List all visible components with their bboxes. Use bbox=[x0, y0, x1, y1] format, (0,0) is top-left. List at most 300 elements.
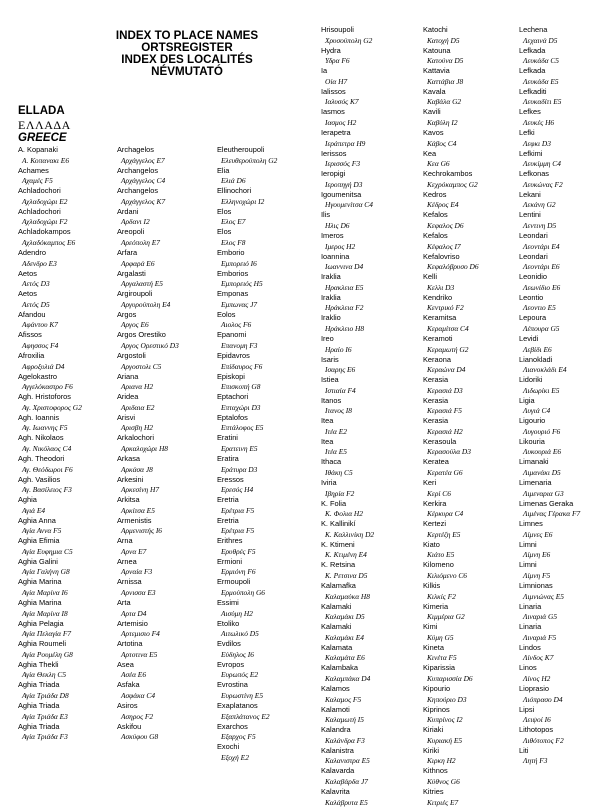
index-entry bbox=[117, 186, 212, 207]
index-entry bbox=[519, 107, 600, 128]
index-column bbox=[217, 145, 307, 762]
place-name: Arkasa bbox=[117, 453, 141, 463]
place-name-greek-with-grid: Κύθνος G6 bbox=[427, 776, 460, 786]
index-entry bbox=[321, 210, 417, 231]
place-name-greek-with-grid: Κεντρικό F2 bbox=[427, 303, 464, 313]
place-name: Limni bbox=[519, 539, 537, 549]
index-entry bbox=[117, 351, 212, 372]
place-name: Kefalos bbox=[423, 210, 448, 220]
index-entry bbox=[18, 248, 113, 269]
index-entry bbox=[117, 722, 212, 743]
place-name: Artotina bbox=[117, 639, 143, 649]
place-name-greek-with-grid: Αρνα E7 bbox=[121, 546, 147, 556]
index-entry bbox=[117, 639, 212, 660]
place-name: Aghia Pelagia bbox=[18, 618, 64, 628]
index-entry bbox=[321, 355, 417, 376]
place-name: Kiprinos bbox=[423, 704, 450, 714]
place-name-greek-with-grid: Κιλιόμενο C6 bbox=[427, 571, 468, 581]
place-name-greek-with-grid: Κεφαλόβρυσο D6 bbox=[427, 262, 479, 272]
place-name: Lefkada bbox=[519, 45, 546, 55]
index-entry bbox=[217, 207, 307, 228]
place-name: Kalamaki bbox=[321, 601, 352, 611]
place-name-greek-with-grid: Λευκάδα E5 bbox=[523, 76, 559, 86]
place-name-greek-with-grid: Ερμιόνη F6 bbox=[221, 567, 256, 577]
place-name-greek-with-grid: Λιθότοπος F2 bbox=[523, 735, 564, 745]
place-name: Ireo bbox=[321, 333, 334, 343]
place-name-greek-with-grid: Κεραώνα D4 bbox=[427, 365, 466, 375]
index-entry bbox=[321, 766, 417, 787]
place-name: Kimi bbox=[423, 622, 438, 632]
place-name-greek-with-grid: Καλαμαύκα H8 bbox=[325, 591, 370, 601]
place-name-greek-with-grid: Εξοχή E2 bbox=[221, 752, 249, 762]
place-name: Kavos bbox=[423, 127, 444, 137]
index-entry bbox=[217, 454, 307, 475]
place-name-greek-with-grid: Αγ. Νικόλαος C4 bbox=[22, 443, 72, 453]
place-name: Exochi bbox=[217, 742, 240, 752]
place-name: Lindos bbox=[519, 642, 541, 652]
index-entry bbox=[519, 581, 600, 602]
place-name: K. Retsina bbox=[321, 560, 356, 570]
index-entry bbox=[423, 169, 519, 190]
place-name-greek-with-grid: Κερασούλα D3 bbox=[427, 447, 471, 457]
place-name: Ialissos bbox=[321, 86, 346, 96]
place-name: Ligourio bbox=[519, 416, 546, 426]
index-entry bbox=[217, 351, 307, 372]
place-name-greek-with-grid: Λευκώνας F2 bbox=[523, 179, 563, 189]
place-name-greek-with-grid: Αγία Γαλήνη G8 bbox=[22, 567, 70, 577]
place-name: Limnes bbox=[519, 519, 543, 529]
index-entry bbox=[321, 437, 417, 458]
place-name-greek-with-grid: Αγία Τριάδα D8 bbox=[22, 691, 69, 701]
place-name: Areopoli bbox=[117, 227, 145, 237]
index-entry bbox=[423, 622, 519, 643]
place-name-greek-with-grid: Ελληνοχώρι I2 bbox=[221, 196, 265, 206]
place-name: Kalamata bbox=[321, 642, 353, 652]
place-name-greek-with-grid: Λίνδος K7 bbox=[523, 653, 554, 663]
index-entry bbox=[117, 392, 212, 413]
place-name-greek-with-grid: Αισύμη H2 bbox=[221, 608, 253, 618]
place-name: Eleutheroupoli bbox=[217, 145, 265, 154]
place-name: Achladokampos bbox=[18, 227, 71, 237]
index-entry bbox=[217, 330, 307, 351]
place-name-greek-with-grid: Κεραμίτσα C4 bbox=[427, 323, 469, 333]
place-name-greek-with-grid: Αργαλαστή E5 bbox=[121, 279, 163, 289]
place-name: Keraona bbox=[423, 354, 451, 364]
place-name-greek-with-grid: Αρχάγγελος C4 bbox=[121, 176, 166, 186]
place-name: Kalamafka bbox=[321, 581, 356, 591]
place-name: Eptalofos bbox=[217, 412, 248, 422]
place-name: Kerasoula bbox=[423, 436, 457, 446]
place-name-greek-with-grid: Ερέτρια F5 bbox=[221, 505, 255, 515]
index-entry bbox=[423, 457, 519, 478]
place-name: Ligia bbox=[519, 395, 535, 405]
place-name: Kertezi bbox=[423, 519, 447, 529]
index-entry bbox=[321, 602, 417, 623]
place-name: Aghia Roumeli bbox=[18, 639, 67, 649]
place-name: Eolos bbox=[217, 309, 236, 319]
place-name: Keramoti bbox=[423, 333, 453, 343]
index-entry bbox=[423, 313, 519, 334]
place-name-greek-with-grid: Αγία Τριάδα E3 bbox=[22, 711, 68, 721]
index-entry bbox=[18, 392, 113, 413]
index-entry bbox=[519, 746, 600, 767]
index-entry bbox=[18, 227, 113, 248]
place-name-greek-with-grid: Αργος E6 bbox=[121, 320, 149, 330]
index-entry bbox=[423, 725, 519, 746]
index-entry bbox=[217, 227, 307, 248]
place-name: Aghia Marina bbox=[18, 577, 62, 587]
place-name: Lechena bbox=[519, 25, 548, 34]
index-entry bbox=[321, 478, 417, 499]
place-name-greek-with-grid: Ιεράπετρα H9 bbox=[325, 138, 366, 148]
place-name: Emponas bbox=[217, 289, 249, 299]
place-name-greek-with-grid: Αρδανι I2 bbox=[121, 217, 150, 227]
index-entry bbox=[117, 269, 212, 290]
place-name: Achladochori bbox=[18, 186, 61, 196]
place-name: Kefalovriso bbox=[423, 251, 460, 261]
index-entry bbox=[321, 705, 417, 726]
place-name-greek-with-grid: Ηλις D6 bbox=[325, 220, 350, 230]
place-name: Ioannina bbox=[321, 251, 350, 261]
place-name-greek-with-grid: Αετός D3 bbox=[22, 279, 50, 289]
index-entry bbox=[217, 536, 307, 557]
place-name: Isaris bbox=[321, 354, 339, 364]
index-entry bbox=[18, 269, 113, 290]
index-entry bbox=[321, 396, 417, 417]
place-name: Agh. Ioannis bbox=[18, 412, 60, 422]
index-entry bbox=[18, 660, 113, 681]
place-name: Arfara bbox=[117, 247, 138, 257]
index-entry bbox=[117, 680, 212, 701]
place-name-greek-with-grid: Κεχρόκαμπος G2 bbox=[427, 179, 478, 189]
place-name-greek-with-grid: Κιρκη H2 bbox=[427, 756, 456, 766]
place-name-greek-with-grid: Αιτωλικό D5 bbox=[221, 629, 259, 639]
place-name-greek-with-grid: Αφάντου K7 bbox=[22, 320, 58, 330]
index-entry bbox=[117, 227, 212, 248]
place-name: Kitries bbox=[423, 786, 444, 796]
place-name: Aghia Triada bbox=[18, 721, 60, 731]
place-name-greek-with-grid: Κεα G6 bbox=[427, 159, 450, 169]
index-entry bbox=[321, 334, 417, 355]
place-name-greek-with-grid: Αγία Μαρίνα I8 bbox=[22, 608, 68, 618]
index-entry bbox=[117, 289, 212, 310]
place-name: Ardani bbox=[117, 206, 139, 216]
index-entry bbox=[519, 540, 600, 561]
place-name-greek-with-grid: Καλαμωτή I5 bbox=[325, 715, 364, 725]
index-entry bbox=[519, 149, 600, 170]
place-name: Epidavros bbox=[217, 350, 250, 360]
place-name-greek-with-grid: Καλαμπάκα D4 bbox=[325, 674, 371, 683]
place-name: Kilkis bbox=[423, 581, 441, 591]
place-name: Agh. Nikolaos bbox=[18, 433, 64, 443]
index-entry bbox=[117, 557, 212, 578]
place-name: Kilomeno bbox=[423, 560, 454, 570]
place-name-greek-with-grid: Λεοντιο E5 bbox=[523, 303, 556, 313]
place-name-greek-with-grid: Λιδωρίκι E5 bbox=[523, 385, 560, 395]
place-name: Iasmos bbox=[321, 107, 345, 117]
index-entry bbox=[519, 602, 600, 623]
place-name: Afroxilia bbox=[18, 350, 45, 360]
index-entry bbox=[519, 416, 600, 437]
place-name: Ellinochori bbox=[217, 186, 252, 196]
place-name: Achladochori bbox=[18, 206, 61, 216]
index-column bbox=[423, 25, 519, 807]
index-entry bbox=[423, 375, 519, 396]
index-entry bbox=[217, 145, 307, 166]
index-entry bbox=[321, 25, 417, 46]
index-entry bbox=[217, 248, 307, 269]
place-name: Keratea bbox=[423, 457, 449, 467]
place-name-greek-with-grid: Λιμανάκι D5 bbox=[523, 468, 561, 478]
index-entry bbox=[423, 87, 519, 108]
place-name-greek-with-grid: Κ. Φολια H2 bbox=[325, 509, 363, 519]
place-name-greek-with-grid: Λιμεναρια G3 bbox=[523, 488, 564, 498]
place-name-greek-with-grid: Κ. Ρετσινα D5 bbox=[325, 571, 368, 581]
index-entry bbox=[519, 190, 600, 211]
index-entry bbox=[117, 433, 212, 454]
place-name: Achames bbox=[18, 165, 49, 175]
place-name: Limanaki bbox=[519, 457, 549, 467]
place-name-greek-with-grid: Ευρωστίνη E5 bbox=[221, 691, 264, 701]
index-entry bbox=[321, 499, 417, 520]
place-name: Armenistis bbox=[117, 515, 152, 525]
place-name: Eratira bbox=[217, 453, 239, 463]
place-name-greek-with-grid: Λευκές H6 bbox=[523, 117, 555, 127]
index-entry bbox=[423, 478, 519, 499]
index-entry bbox=[519, 375, 600, 396]
place-name: Hrisoupoli bbox=[321, 25, 354, 34]
place-name-greek-with-grid: Λιναριά F5 bbox=[523, 632, 557, 642]
place-name-greek-with-grid: Οία H7 bbox=[325, 76, 348, 86]
index-entry bbox=[117, 454, 212, 475]
index-entry bbox=[423, 128, 519, 149]
place-name-greek-with-grid: Ερυθρές F5 bbox=[221, 546, 256, 556]
place-name: Limni bbox=[519, 560, 537, 570]
place-name-greek-with-grid: Ιμερος H2 bbox=[325, 241, 356, 251]
place-name: Episkopi bbox=[217, 371, 245, 381]
place-name-greek-with-grid: Κηπούριο D3 bbox=[427, 694, 467, 704]
index-entry bbox=[18, 310, 113, 331]
place-name: Agh. Theodori bbox=[18, 453, 65, 463]
index-entry bbox=[519, 334, 600, 355]
place-name: Asea bbox=[117, 659, 134, 669]
place-name: Linos bbox=[519, 663, 537, 673]
place-name-greek-with-grid: Κεφαλος D6 bbox=[427, 220, 464, 230]
place-name: Evropos bbox=[217, 659, 245, 669]
place-name: Ermoupoli bbox=[217, 577, 251, 587]
index-entry bbox=[117, 372, 212, 393]
index-entry bbox=[423, 560, 519, 581]
index-entry bbox=[217, 660, 307, 681]
place-name: Emborio bbox=[217, 247, 245, 257]
index-column bbox=[519, 25, 600, 766]
place-name: Limenas Geraka bbox=[519, 498, 574, 508]
place-name: Leontio bbox=[519, 292, 544, 302]
index-entry bbox=[321, 684, 417, 705]
index-entry bbox=[117, 701, 212, 722]
place-name: Kimeria bbox=[423, 601, 449, 611]
index-entry bbox=[321, 519, 417, 540]
index-entry bbox=[423, 602, 519, 623]
place-name-greek-with-grid: Αετός D5 bbox=[22, 299, 50, 309]
place-name: Istiea bbox=[321, 375, 339, 385]
place-name-greek-with-grid: Αρκαλοχώρι H8 bbox=[121, 443, 168, 453]
index-entry bbox=[18, 639, 113, 660]
place-name-greek-with-grid: Λευκάδα C5 bbox=[523, 56, 559, 66]
place-name-greek-with-grid: Χρυσούπολη G2 bbox=[325, 35, 373, 45]
place-name-greek-with-grid: Αχαμές F5 bbox=[22, 176, 53, 186]
index-entry bbox=[423, 107, 519, 128]
place-name: Aridea bbox=[117, 392, 139, 402]
place-name: Linaria bbox=[519, 622, 542, 632]
place-name-greek-with-grid: Αρχάγγελος K7 bbox=[121, 196, 166, 206]
index-entry bbox=[423, 499, 519, 520]
index-entry bbox=[18, 186, 113, 207]
place-name-greek-with-grid: Κιλκίς F2 bbox=[427, 591, 456, 601]
place-name: Keramitsa bbox=[423, 313, 457, 323]
place-name-greek-with-grid: Λητή F3 bbox=[523, 756, 548, 766]
index-entry bbox=[217, 619, 307, 640]
place-name-greek-with-grid: Καλάβρυτα E5 bbox=[325, 797, 368, 807]
index-entry bbox=[117, 619, 212, 640]
place-name-greek-with-grid: Λεφκι D3 bbox=[523, 138, 551, 148]
place-name-greek-with-grid: Ασκύφου G8 bbox=[121, 732, 159, 742]
place-name-greek-with-grid: Κυπρίνος I2 bbox=[427, 715, 463, 725]
place-name: Kalavarda bbox=[321, 766, 355, 776]
place-name: Ia bbox=[321, 66, 328, 76]
index-entry bbox=[321, 252, 417, 273]
index-entry bbox=[321, 457, 417, 478]
place-name-greek-with-grid: Κεραμωτή G2 bbox=[427, 344, 469, 354]
place-name-greek-with-grid: Κερασιά H2 bbox=[427, 426, 463, 436]
place-name-greek-with-grid: Εύδηλος I6 bbox=[221, 649, 254, 659]
place-name-greek-with-grid: Λιμένας Γέρακα F7 bbox=[523, 509, 581, 519]
index-entry bbox=[519, 252, 600, 273]
place-name: Aghia Thekli bbox=[18, 659, 59, 669]
index-entry bbox=[18, 207, 113, 228]
place-name: Kechrokambos bbox=[423, 169, 473, 179]
place-name: Aghia Triada bbox=[18, 701, 60, 711]
index-entry bbox=[321, 540, 417, 561]
place-name: Argalasti bbox=[117, 268, 146, 278]
place-name: Elos bbox=[217, 206, 232, 216]
place-name-greek-with-grid: Αριδαια E2 bbox=[121, 402, 155, 412]
place-name: Artemisio bbox=[117, 618, 148, 628]
place-name: Kattavia bbox=[423, 66, 450, 76]
place-name-greek-with-grid: Αγία Πελαγία F7 bbox=[22, 629, 72, 639]
index-entry bbox=[321, 643, 417, 664]
place-name: Kerasia bbox=[423, 416, 449, 426]
place-name: Lefkaditi bbox=[519, 86, 547, 96]
place-name: Arta bbox=[117, 598, 131, 608]
index-entry bbox=[423, 663, 519, 684]
place-name: Aghia Anna bbox=[18, 515, 56, 525]
place-name: Archangelos bbox=[117, 165, 159, 175]
place-name-greek-with-grid: Ελος E7 bbox=[221, 217, 246, 227]
place-name-greek-with-grid: Εμπορειός H5 bbox=[221, 279, 263, 289]
place-name-greek-with-grid: Αγία Αννα F5 bbox=[22, 526, 62, 536]
place-name-greek-with-grid: Λεβίδι E6 bbox=[523, 344, 552, 354]
index-entry bbox=[217, 475, 307, 496]
place-name-greek-with-grid: Κελλι D3 bbox=[427, 282, 455, 292]
place-name-greek-with-grid: Κέφαλος I7 bbox=[427, 241, 461, 251]
index-entry bbox=[423, 684, 519, 705]
place-name: Iviria bbox=[321, 478, 337, 488]
place-name: Eretria bbox=[217, 495, 239, 505]
index-entry bbox=[423, 746, 519, 767]
index-entry bbox=[321, 87, 417, 108]
place-name: Eressos bbox=[217, 474, 244, 484]
index-entry bbox=[423, 766, 519, 787]
index-entry bbox=[217, 598, 307, 619]
place-name-greek-with-grid: Κατοχή D5 bbox=[427, 35, 460, 45]
place-name: Arkitsa bbox=[117, 495, 140, 505]
country-name-english: GREECE bbox=[18, 132, 67, 144]
place-name-greek-with-grid: Ηραίο I6 bbox=[325, 344, 352, 354]
country-name-latin: ELLADA bbox=[18, 105, 65, 117]
index-entry bbox=[18, 495, 113, 516]
place-name: K. Kallinikí bbox=[321, 519, 356, 529]
place-name-greek-with-grid: Αργοστολι C5 bbox=[121, 361, 162, 371]
place-name-greek-with-grid: Αχλαδοχώρι E2 bbox=[22, 196, 68, 206]
place-name: Epanomi bbox=[217, 330, 247, 340]
index-entry bbox=[217, 495, 307, 516]
place-name: Liti bbox=[519, 745, 529, 755]
index-entry bbox=[18, 289, 113, 310]
place-name: Aghia Efimia bbox=[18, 536, 60, 546]
place-name: Arna bbox=[117, 536, 133, 546]
index-entry bbox=[321, 66, 417, 87]
index-entry bbox=[321, 313, 417, 334]
index-entry bbox=[423, 416, 519, 437]
place-name-greek-with-grid: Κερασιά F5 bbox=[427, 406, 462, 416]
index-entry bbox=[18, 516, 113, 537]
place-name: Leondari bbox=[519, 251, 548, 261]
place-name-greek-with-grid: Καλαμος F5 bbox=[325, 694, 362, 704]
place-name-greek-with-grid: Λεοντάρι E6 bbox=[523, 262, 560, 272]
place-name-greek-with-grid: Ιστιαία F4 bbox=[325, 385, 356, 395]
place-name-greek-with-grid: Ιεροπηγή D3 bbox=[325, 179, 363, 189]
place-name: Emborios bbox=[217, 268, 249, 278]
place-name-greek-with-grid: Αρτα D4 bbox=[121, 608, 147, 618]
index-entry bbox=[321, 128, 417, 149]
place-name-greek-with-grid: Αρισβη H2 bbox=[121, 423, 153, 433]
index-entry bbox=[321, 622, 417, 643]
place-name-greek-with-grid: Ηράκλειο H8 bbox=[325, 323, 365, 333]
place-name: Limnionas bbox=[519, 581, 553, 591]
index-entry bbox=[117, 516, 212, 537]
place-name-greek-with-grid: Κιμμέρια G2 bbox=[427, 612, 465, 622]
place-name: Itea bbox=[321, 416, 334, 426]
place-name-greek-with-grid: Κερασιά D3 bbox=[427, 385, 463, 395]
place-name: Essimi bbox=[217, 598, 239, 608]
place-name-greek-with-grid: Αρφαρά E6 bbox=[121, 258, 155, 268]
index-entry bbox=[423, 334, 519, 355]
index-entry bbox=[321, 190, 417, 211]
index-entry bbox=[321, 231, 417, 252]
index-entry bbox=[117, 413, 212, 434]
place-name: Lioprasio bbox=[519, 684, 549, 693]
index-entry bbox=[519, 87, 600, 108]
place-name-greek-with-grid: Καλάνδρα F3 bbox=[325, 735, 365, 745]
place-name-greek-with-grid: Λιόπρασο D4 bbox=[523, 694, 563, 704]
place-name-greek-with-grid: Αγία Τριάδα F3 bbox=[22, 732, 68, 742]
place-name-greek-with-grid: Υδρα F6 bbox=[325, 56, 350, 66]
place-name-greek-with-grid: Αγία Ευφημια C5 bbox=[22, 546, 73, 556]
place-name-greek-with-grid: Κ. Καλλινίκη D2 bbox=[325, 529, 375, 539]
place-name-greek-with-grid: Αγιά E4 bbox=[22, 505, 46, 515]
index-entry bbox=[423, 210, 519, 231]
